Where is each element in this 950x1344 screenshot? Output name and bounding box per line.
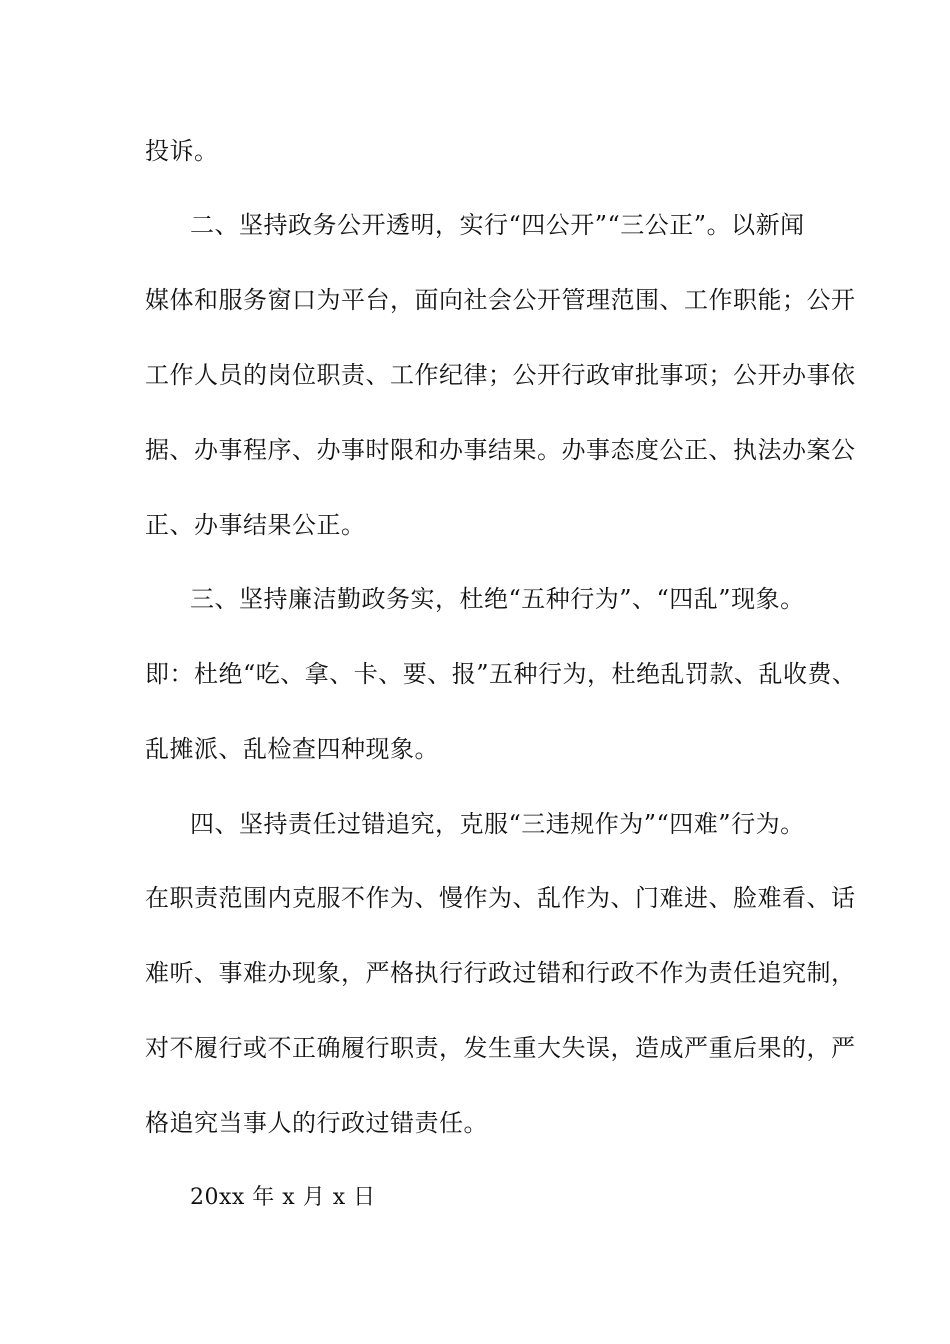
text-line-12: 难听、事难办现象，严格执行行政过错和行政不作为责任追究制，	[145, 959, 856, 987]
text-line-3: 媒体和服务窗口为平台，面向社会公开管理范围、工作职能；公开	[145, 286, 856, 314]
text-line-4: 工作人员的岗位职责、工作纪律；公开行政审批事项；公开办事依	[145, 361, 856, 389]
text-line-11: 在职责范围内克服不作为、慢作为、乱作为、门难进、脸难看、话	[145, 884, 856, 912]
section-3-heading-line: 三、坚持廉洁勤政务实，杜绝“五种行为”、“四乱”现象。	[190, 585, 805, 613]
section-4-heading-line: 四、坚持责任过错追究，克服“三违规作为”“四难”行为。	[190, 810, 805, 838]
section-2-heading-line: 二、坚持政务公开透明，实行“四公开”“三公正”。以新闻	[190, 211, 805, 239]
text-line-14: 格追究当事人的行政过错责任。	[145, 1109, 488, 1137]
text-line-8: 即：杜绝“吃、拿、卡、要、报”五种行为，杜绝乱罚款、乱收费、	[145, 660, 857, 688]
text-line-1: 投诉。	[145, 137, 219, 165]
text-line-9: 乱摊派、乱检查四种现象。	[145, 735, 439, 763]
text-line-5: 据、办事程序、办事时限和办事结果。办事态度公正、执法办案公	[145, 436, 856, 464]
text-line-13: 对不履行或不正确履行职责，发生重大失误，造成严重后果的，严	[145, 1034, 856, 1062]
text-line-6: 正、办事结果公正。	[145, 511, 366, 539]
document-date: 20xx 年 x 月 x 日	[190, 1185, 376, 1210]
